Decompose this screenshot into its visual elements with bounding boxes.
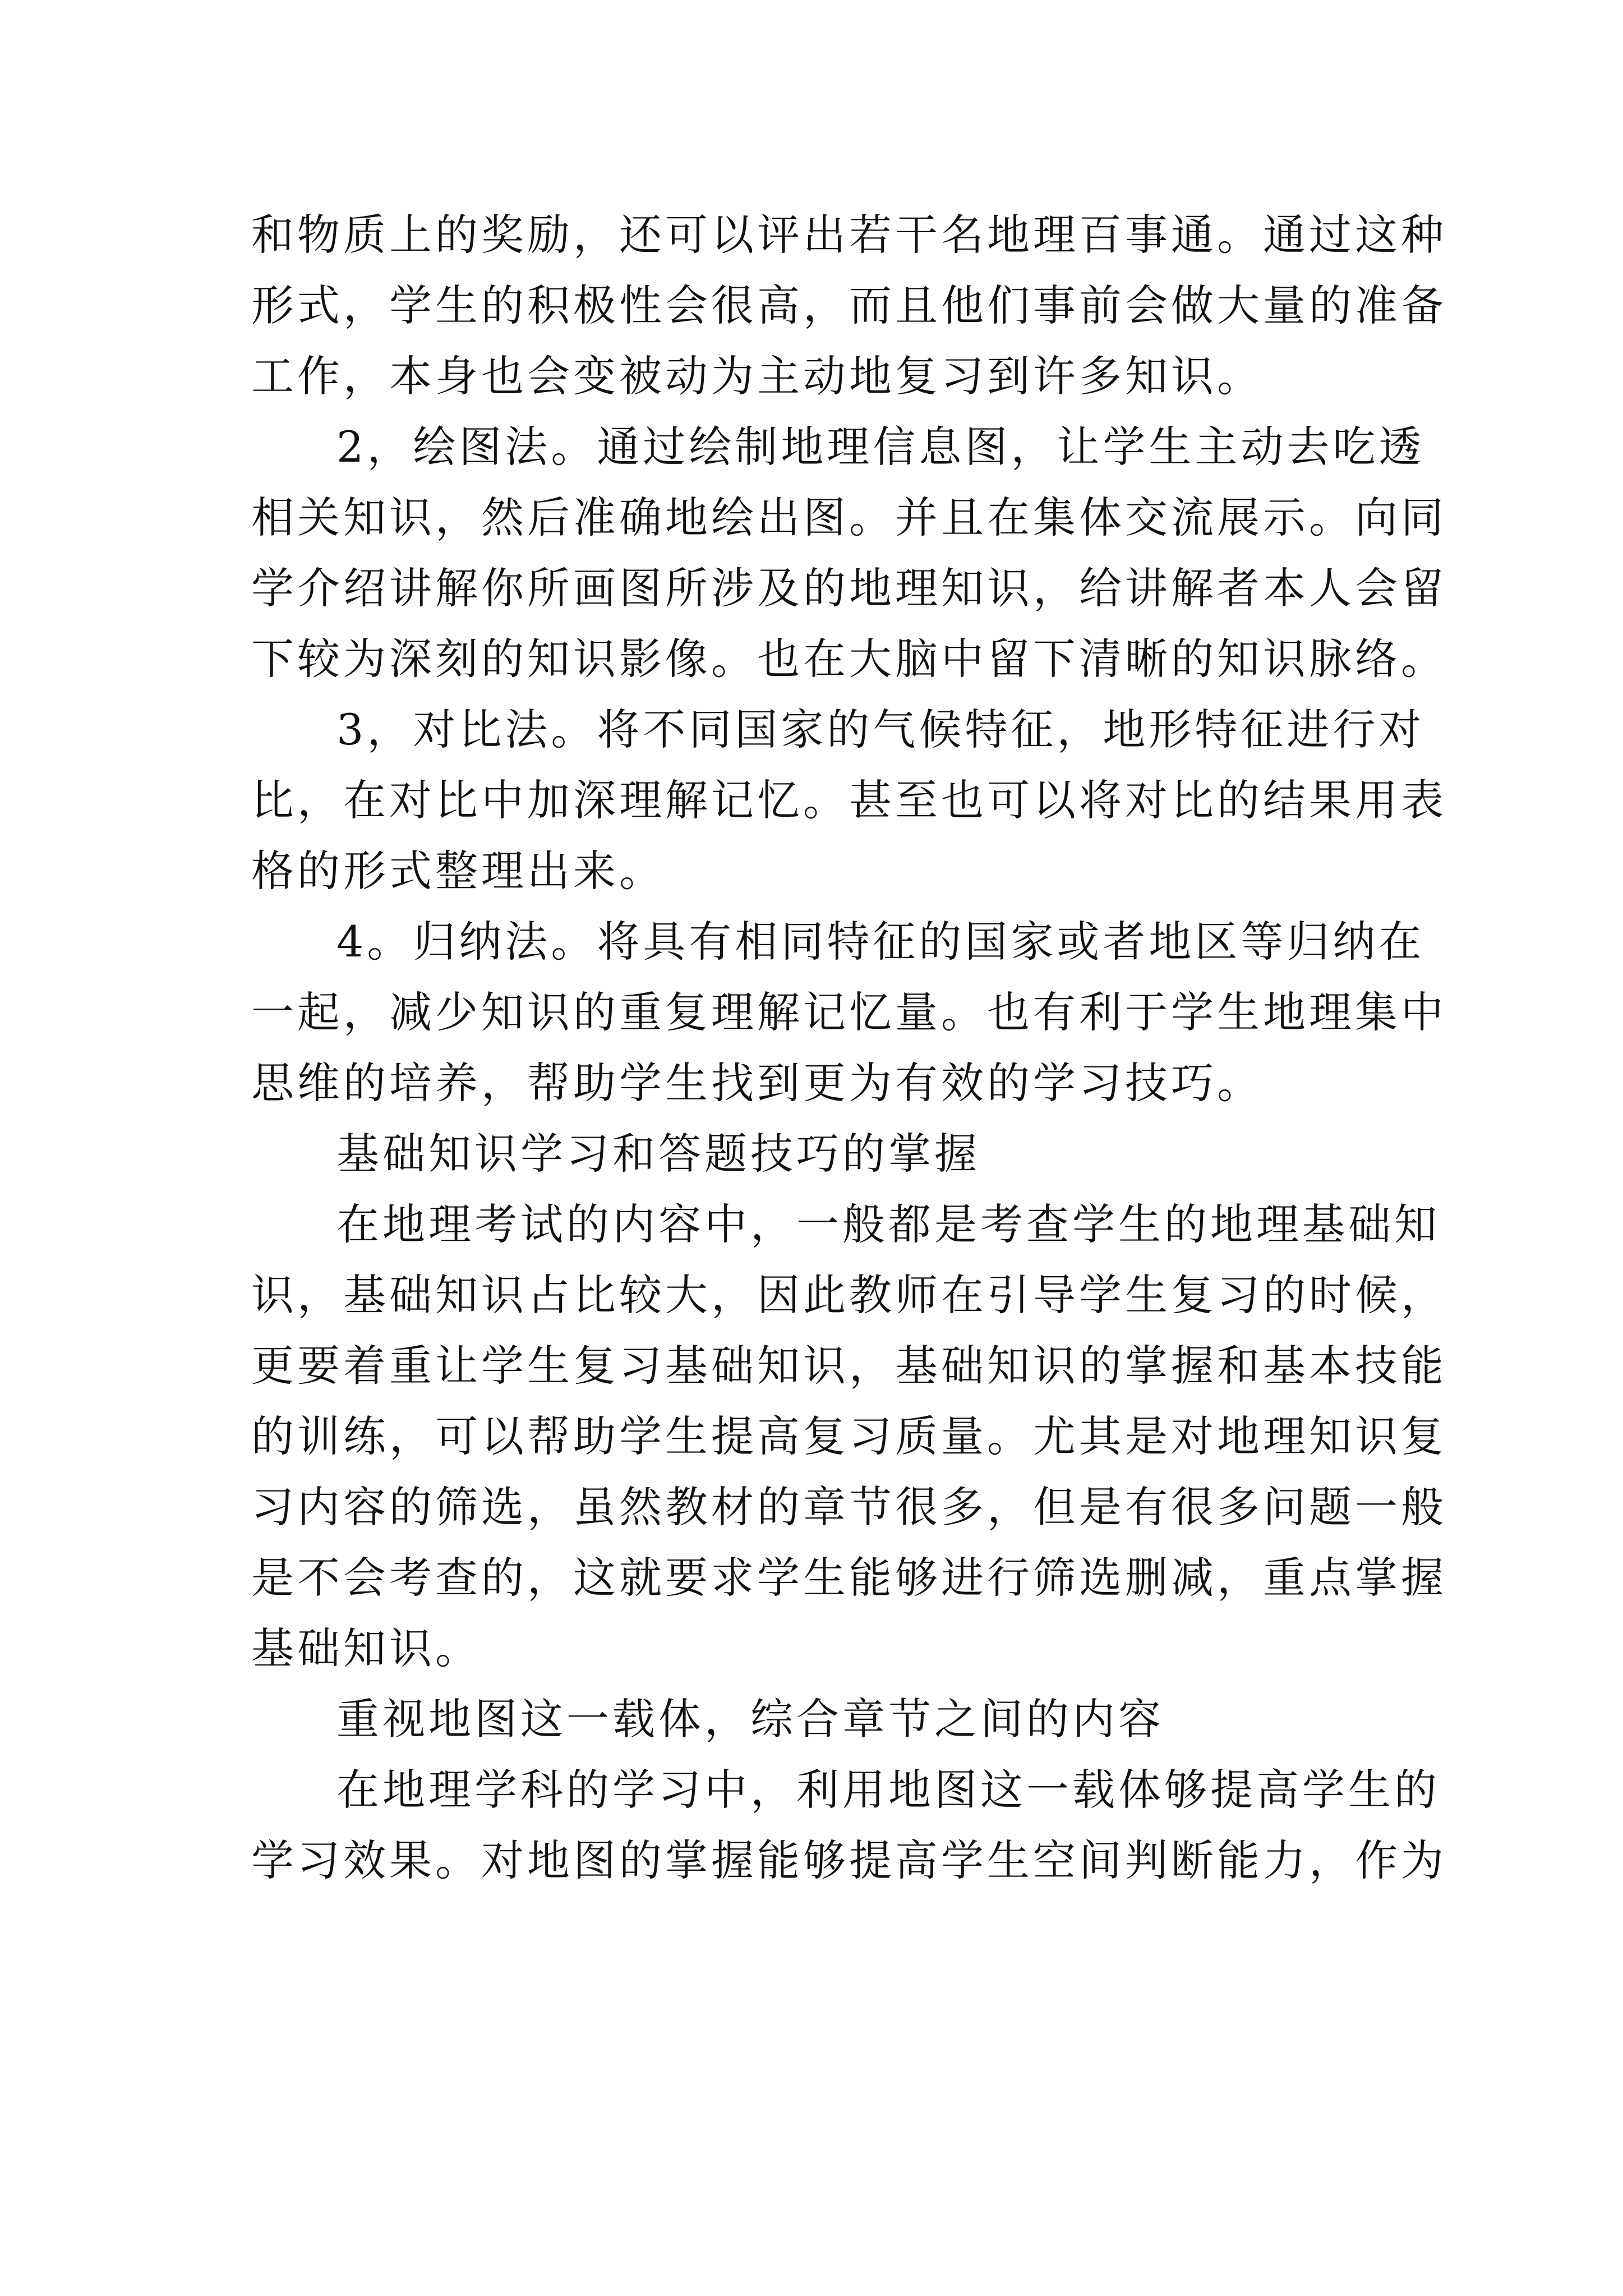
text-line: 4。归纳法。将具有相同特征的国家或者地区等归纳在 [336, 917, 1425, 967]
text-line: 2，绘图法。通过绘制地理信息图，让学生主动去吃透 [336, 422, 1425, 472]
text-line: 是不会考查的，这就要求学生能够进行筛选删减，重点掌握 [251, 1553, 1447, 1603]
text-line: 形式，学生的积极性会很高，而且他们事前会做大量的准备 [251, 280, 1447, 330]
text-line: 习内容的筛选，虽然教材的章节很多，但是有很多问题一般 [251, 1482, 1447, 1532]
text-line: 工作，本身也会变被动为主动地复习到许多知识。 [251, 351, 1263, 401]
text-line: 在地理考试的内容中，一般都是考查学生的地理基础知 [336, 1199, 1440, 1249]
text-line: 更要着重让学生复习基础知识，基础知识的掌握和基本技能 [251, 1341, 1447, 1391]
text-line: 和物质上的奖励，还可以评出若干名地理百事通。通过这种 [251, 210, 1447, 260]
text-line: 学介绍讲解你所画图所涉及的地理知识，给讲解者本人会留 [251, 563, 1447, 613]
text-line: 基础知识。 [251, 1623, 481, 1673]
text-line: 一起，减少知识的重复理解记忆量。也有利于学生地理集中 [251, 987, 1447, 1037]
text-line: 思维的培养，帮助学生找到更为有效的学习技巧。 [251, 1058, 1263, 1108]
text-line: 的训练，可以帮助学生提高复习质量。尤其是对地理知识复 [251, 1411, 1447, 1461]
text-line: 格的形式整理出来。 [251, 846, 665, 896]
text-line: 识，基础知识占比较大，因此教师在引导学生复习的时候， [251, 1270, 1447, 1320]
text-line: 下较为深刻的知识影像。也在大脑中留下清晰的知识脉络。 [251, 634, 1447, 684]
section-heading: 重视地图这一载体，综合章节之间的内容 [336, 1694, 1164, 1744]
document-body [251, 200, 1447, 1896]
text-line: 在地理学科的学习中，利用地图这一载体够提高学生的 [336, 1765, 1440, 1815]
text-line: 学习效果。对地图的掌握能够提高学生空间判断能力，作为 [251, 1835, 1447, 1885]
section-heading: 基础知识学习和答题技巧的掌握 [336, 1129, 980, 1179]
text-line: 3，对比法。将不同国家的气候特征，地形特征进行对 [336, 705, 1425, 754]
text-line: 相关知识，然后准确地绘出图。并且在集体交流展示。向同 [251, 493, 1447, 542]
text-line: 比，在对比中加深理解记忆。甚至也可以将对比的结果用表 [251, 775, 1447, 825]
